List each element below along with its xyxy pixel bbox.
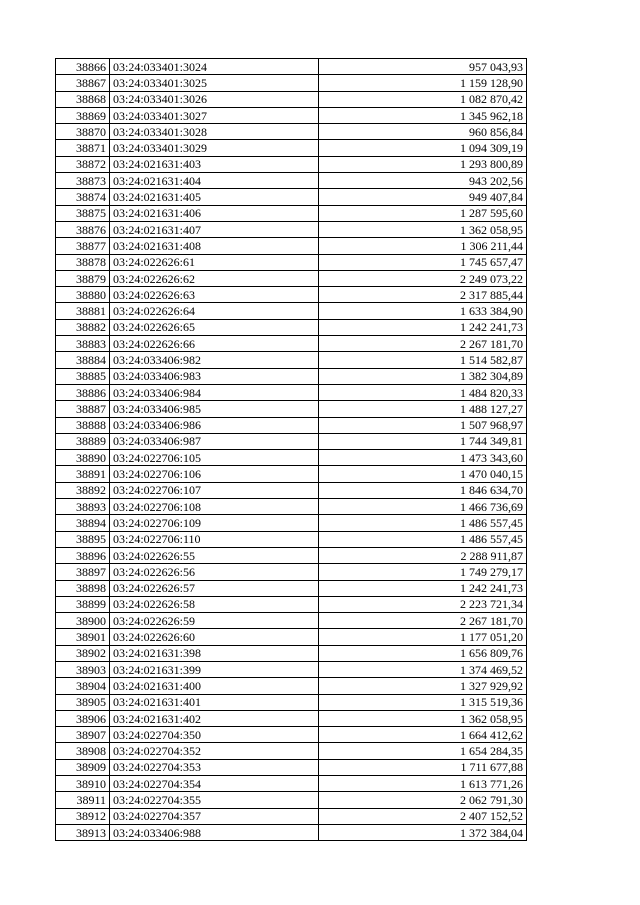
table-row [56, 531, 527, 547]
table-row [56, 91, 527, 107]
cadastral-value-cell: 957 043,93 [319, 59, 527, 75]
table-row [56, 352, 527, 368]
table-row [56, 417, 527, 433]
cadastral-value-cell: 1 362 058,95 [319, 710, 527, 726]
cadastral-value-cell: 1 486 557,45 [319, 515, 527, 531]
row-number-cell: 38888 [56, 417, 110, 433]
cadastral-number-cell: 03:24:022704:350 [110, 727, 319, 743]
cadastral-value-cell: 1 306 211,44 [319, 238, 527, 254]
cadastral-value-cell: 1 362 058,95 [319, 221, 527, 237]
cadastral-value-cell: 1 470 040,15 [319, 466, 527, 482]
cadastral-value-cell: 1 484 820,33 [319, 384, 527, 400]
row-number-cell: 38904 [56, 678, 110, 694]
row-number-cell: 38885 [56, 368, 110, 384]
row-number-cell: 38912 [56, 808, 110, 824]
cadastral-number-cell: 03:24:022626:61 [110, 254, 319, 270]
row-number-cell: 38881 [56, 303, 110, 319]
table-row [56, 645, 527, 661]
table-body [56, 59, 527, 841]
cadastral-number-cell: 03:24:022704:355 [110, 792, 319, 808]
cadastral-value-table [55, 58, 527, 841]
row-number-cell: 38883 [56, 336, 110, 352]
cadastral-number-cell: 03:24:022704:352 [110, 743, 319, 759]
cadastral-number-cell: 03:24:022626:58 [110, 596, 319, 612]
row-number-cell: 38869 [56, 107, 110, 123]
table-row [56, 140, 527, 156]
row-number-cell: 38900 [56, 613, 110, 629]
cadastral-value-cell: 943 202,56 [319, 173, 527, 189]
row-number-cell: 38907 [56, 727, 110, 743]
cadastral-value-cell: 2 288 911,87 [319, 547, 527, 563]
row-number-cell: 38895 [56, 531, 110, 547]
table-row [56, 710, 527, 726]
cadastral-value-cell: 1 082 870,42 [319, 91, 527, 107]
table-row [56, 613, 527, 629]
table-row [56, 59, 527, 75]
table-row [56, 75, 527, 91]
table-row [56, 156, 527, 172]
cadastral-number-cell: 03:24:021631:404 [110, 173, 319, 189]
cadastral-value-cell: 1 711 677,88 [319, 759, 527, 775]
cadastral-number-cell: 03:24:022706:107 [110, 482, 319, 498]
row-number-cell: 38893 [56, 499, 110, 515]
table-row [56, 205, 527, 221]
cadastral-value-cell: 1 654 284,35 [319, 743, 527, 759]
cadastral-value-cell: 949 407,84 [319, 189, 527, 205]
row-number-cell: 38878 [56, 254, 110, 270]
cadastral-number-cell: 03:24:021631:407 [110, 221, 319, 237]
cadastral-number-cell: 03:24:022626:55 [110, 547, 319, 563]
cadastral-number-cell: 03:24:022704:357 [110, 808, 319, 824]
cadastral-value-cell: 1 633 384,90 [319, 303, 527, 319]
table-row [56, 580, 527, 596]
cadastral-value-cell: 2 267 181,70 [319, 336, 527, 352]
table-row [56, 596, 527, 612]
row-number-cell: 38873 [56, 173, 110, 189]
row-number-cell: 38872 [56, 156, 110, 172]
table-row [56, 808, 527, 824]
cadastral-value-cell: 1 345 962,18 [319, 107, 527, 123]
cadastral-value-cell: 1 486 557,45 [319, 531, 527, 547]
cadastral-number-cell: 03:24:021631:401 [110, 694, 319, 710]
table-row [56, 759, 527, 775]
table-row [56, 221, 527, 237]
cadastral-value-cell: 1 656 809,76 [319, 645, 527, 661]
row-number-cell: 38879 [56, 270, 110, 286]
cadastral-number-cell: 03:24:022626:57 [110, 580, 319, 596]
cadastral-number-cell: 03:24:022626:59 [110, 613, 319, 629]
table-row [56, 661, 527, 677]
row-number-cell: 38894 [56, 515, 110, 531]
cadastral-value-cell: 2 223 721,34 [319, 596, 527, 612]
table-row [56, 173, 527, 189]
row-number-cell: 38892 [56, 482, 110, 498]
cadastral-number-cell: 03:24:022704:354 [110, 776, 319, 792]
table-row [56, 824, 527, 840]
row-number-cell: 38870 [56, 124, 110, 140]
cadastral-value-cell: 1 507 968,97 [319, 417, 527, 433]
row-number-cell: 38903 [56, 661, 110, 677]
row-number-cell: 38905 [56, 694, 110, 710]
cadastral-number-cell: 03:24:022706:108 [110, 499, 319, 515]
table-row [56, 189, 527, 205]
row-number-cell: 38875 [56, 205, 110, 221]
cadastral-value-cell: 1 315 519,36 [319, 694, 527, 710]
table-row [56, 792, 527, 808]
table-row [56, 482, 527, 498]
table-row [56, 629, 527, 645]
cadastral-number-cell: 03:24:021631:403 [110, 156, 319, 172]
cadastral-value-cell: 960 856,84 [319, 124, 527, 140]
table-row [56, 270, 527, 286]
cadastral-value-cell: 2 062 791,30 [319, 792, 527, 808]
cadastral-value-cell: 1 382 304,89 [319, 368, 527, 384]
cadastral-number-cell: 03:24:022704:353 [110, 759, 319, 775]
table-row [56, 466, 527, 482]
cadastral-number-cell: 03:24:022706:109 [110, 515, 319, 531]
cadastral-value-cell: 1 177 051,20 [319, 629, 527, 645]
row-number-cell: 38911 [56, 792, 110, 808]
cadastral-number-cell: 03:24:033401:3025 [110, 75, 319, 91]
cadastral-number-cell: 03:24:033401:3028 [110, 124, 319, 140]
row-number-cell: 38877 [56, 238, 110, 254]
cadastral-number-cell: 03:24:022626:64 [110, 303, 319, 319]
cadastral-value-cell: 1 327 929,92 [319, 678, 527, 694]
row-number-cell: 38887 [56, 401, 110, 417]
row-number-cell: 38890 [56, 450, 110, 466]
cadastral-number-cell: 03:24:033406:986 [110, 417, 319, 433]
row-number-cell: 38884 [56, 352, 110, 368]
cadastral-value-cell: 1 846 634,70 [319, 482, 527, 498]
cadastral-number-cell: 03:24:033406:984 [110, 384, 319, 400]
row-number-cell: 38891 [56, 466, 110, 482]
row-number-cell: 38906 [56, 710, 110, 726]
table-row [56, 124, 527, 140]
cadastral-number-cell: 03:24:033401:3026 [110, 91, 319, 107]
row-number-cell: 38901 [56, 629, 110, 645]
cadastral-value-cell: 2 407 152,52 [319, 808, 527, 824]
row-number-cell: 38897 [56, 564, 110, 580]
cadastral-number-cell: 03:24:033401:3029 [110, 140, 319, 156]
cadastral-number-cell: 03:24:021631:408 [110, 238, 319, 254]
cadastral-value-cell: 1 293 800,89 [319, 156, 527, 172]
cadastral-number-cell: 03:24:022706:110 [110, 531, 319, 547]
cadastral-number-cell: 03:24:021631:402 [110, 710, 319, 726]
cadastral-value-cell: 1 466 736,69 [319, 499, 527, 515]
cadastral-number-cell: 03:24:022626:63 [110, 287, 319, 303]
table-row [56, 287, 527, 303]
cadastral-number-cell: 03:24:022626:56 [110, 564, 319, 580]
cadastral-number-cell: 03:24:021631:405 [110, 189, 319, 205]
cadastral-value-cell: 2 249 073,22 [319, 270, 527, 286]
cadastral-value-cell: 1 372 384,04 [319, 824, 527, 840]
table-row [56, 319, 527, 335]
cadastral-number-cell: 03:24:033406:983 [110, 368, 319, 384]
row-number-cell: 38902 [56, 645, 110, 661]
table-row [56, 743, 527, 759]
table-row [56, 678, 527, 694]
cadastral-value-cell: 1 242 241,73 [319, 580, 527, 596]
cadastral-number-cell: 03:24:022706:105 [110, 450, 319, 466]
row-number-cell: 38868 [56, 91, 110, 107]
cadastral-value-cell: 2 317 885,44 [319, 287, 527, 303]
table-row [56, 238, 527, 254]
row-number-cell: 38896 [56, 547, 110, 563]
cadastral-number-cell: 03:24:033406:985 [110, 401, 319, 417]
row-number-cell: 38889 [56, 433, 110, 449]
cadastral-value-cell: 1 374 469,52 [319, 661, 527, 677]
cadastral-number-cell: 03:24:021631:406 [110, 205, 319, 221]
cadastral-value-cell: 1 159 128,90 [319, 75, 527, 91]
cadastral-number-cell: 03:24:033401:3027 [110, 107, 319, 123]
table-row [56, 433, 527, 449]
row-number-cell: 38866 [56, 59, 110, 75]
cadastral-value-cell: 2 267 181,70 [319, 613, 527, 629]
cadastral-value-cell: 1 744 349,81 [319, 433, 527, 449]
row-number-cell: 38867 [56, 75, 110, 91]
cadastral-number-cell: 03:24:033406:982 [110, 352, 319, 368]
table-row [56, 401, 527, 417]
table-row [56, 564, 527, 580]
table-row [56, 254, 527, 270]
cadastral-value-cell: 1 664 412,62 [319, 727, 527, 743]
cadastral-number-cell: 03:24:022626:60 [110, 629, 319, 645]
row-number-cell: 38882 [56, 319, 110, 335]
cadastral-number-cell: 03:24:021631:398 [110, 645, 319, 661]
row-number-cell: 38880 [56, 287, 110, 303]
table-row [56, 368, 527, 384]
row-number-cell: 38913 [56, 824, 110, 840]
cadastral-number-cell: 03:24:022626:62 [110, 270, 319, 286]
table-row [56, 303, 527, 319]
cadastral-value-cell: 1 613 771,26 [319, 776, 527, 792]
cadastral-number-cell: 03:24:022626:66 [110, 336, 319, 352]
table-row [56, 499, 527, 515]
cadastral-number-cell: 03:24:022626:65 [110, 319, 319, 335]
cadastral-value-cell: 1 287 595,60 [319, 205, 527, 221]
table-row [56, 450, 527, 466]
row-number-cell: 38876 [56, 221, 110, 237]
table-row [56, 694, 527, 710]
table-row [56, 336, 527, 352]
table-row [56, 515, 527, 531]
cadastral-number-cell: 03:24:021631:400 [110, 678, 319, 694]
row-number-cell: 38874 [56, 189, 110, 205]
cadastral-number-cell: 03:24:022706:106 [110, 466, 319, 482]
table-row [56, 727, 527, 743]
cadastral-number-cell: 03:24:033406:987 [110, 433, 319, 449]
cadastral-value-cell: 1 488 127,27 [319, 401, 527, 417]
table-row [56, 107, 527, 123]
cadastral-value-cell: 1 514 582,87 [319, 352, 527, 368]
row-number-cell: 38910 [56, 776, 110, 792]
cadastral-number-cell: 03:24:033401:3024 [110, 59, 319, 75]
cadastral-value-cell: 1 749 279,17 [319, 564, 527, 580]
cadastral-number-cell: 03:24:021631:399 [110, 661, 319, 677]
table-row [56, 384, 527, 400]
row-number-cell: 38886 [56, 384, 110, 400]
table-row [56, 547, 527, 563]
cadastral-value-cell: 1 745 657,47 [319, 254, 527, 270]
row-number-cell: 38909 [56, 759, 110, 775]
row-number-cell: 38898 [56, 580, 110, 596]
cadastral-number-cell: 03:24:033406:988 [110, 824, 319, 840]
row-number-cell: 38899 [56, 596, 110, 612]
table-row [56, 776, 527, 792]
cadastral-value-cell: 1 473 343,60 [319, 450, 527, 466]
cadastral-value-cell: 1 242 241,73 [319, 319, 527, 335]
row-number-cell: 38908 [56, 743, 110, 759]
row-number-cell: 38871 [56, 140, 110, 156]
cadastral-value-cell: 1 094 309,19 [319, 140, 527, 156]
